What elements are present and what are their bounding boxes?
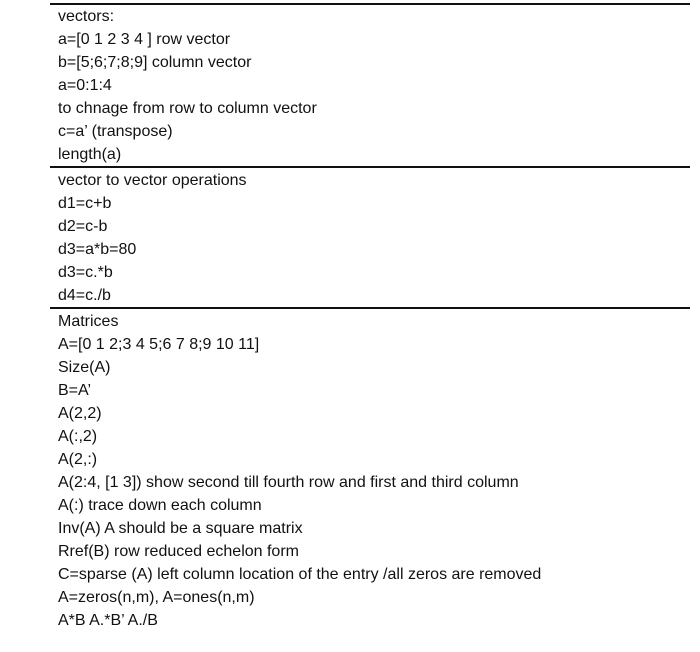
note-line: length(a) — [58, 146, 122, 163]
note-line: A(2,:) — [58, 451, 98, 468]
top-rule — [50, 3, 690, 5]
note-line: Size(A) — [58, 359, 111, 376]
note-line: d3=a*b=80 — [58, 241, 137, 258]
note-line: A(:,2) — [58, 428, 98, 445]
note-line: B=A’ — [58, 382, 92, 399]
note-line: d3=c.*b — [58, 264, 113, 281]
note-line: to chnage from row to column vector — [58, 100, 317, 117]
note-line: C=sparse (A) left column location of the entry /all zeros are removed — [58, 566, 542, 583]
section-operations-heading: vector to vector operations — [58, 172, 247, 189]
note-line: a=[0 1 2 3 4 ] row vector — [58, 31, 231, 48]
section-vectors-heading: vectors: — [58, 8, 115, 25]
note-line: c=a’ (transpose) — [58, 123, 173, 140]
note-line: Inv(A) A should be a square matrix — [58, 520, 303, 537]
note-line: a=0:1:4 — [58, 77, 112, 94]
note-line: d4=c./b — [58, 287, 111, 304]
section-matrices-heading: Matrices — [58, 313, 119, 330]
note-line: A(2:4, [1 3]) show second till fourth row and first and third column — [58, 474, 519, 491]
note-line: A=[0 1 2;3 4 5;6 7 8;9 10 11] — [58, 336, 260, 353]
note-line: A=zeros(n,m), A=ones(n,m) — [58, 589, 255, 606]
note-line: A*B A.*B’ A./B — [58, 612, 158, 629]
note-line: b=[5;6;7;8;9] column vector — [58, 54, 252, 71]
note-line: d2=c-b — [58, 218, 108, 235]
note-line: Rref(B) row reduced echelon form — [58, 543, 299, 560]
note-line: A(:) trace down each column — [58, 497, 262, 514]
section-divider — [50, 166, 690, 168]
note-line: d1=c+b — [58, 195, 112, 212]
section-divider — [50, 307, 690, 309]
note-line: A(2,2) — [58, 405, 102, 422]
